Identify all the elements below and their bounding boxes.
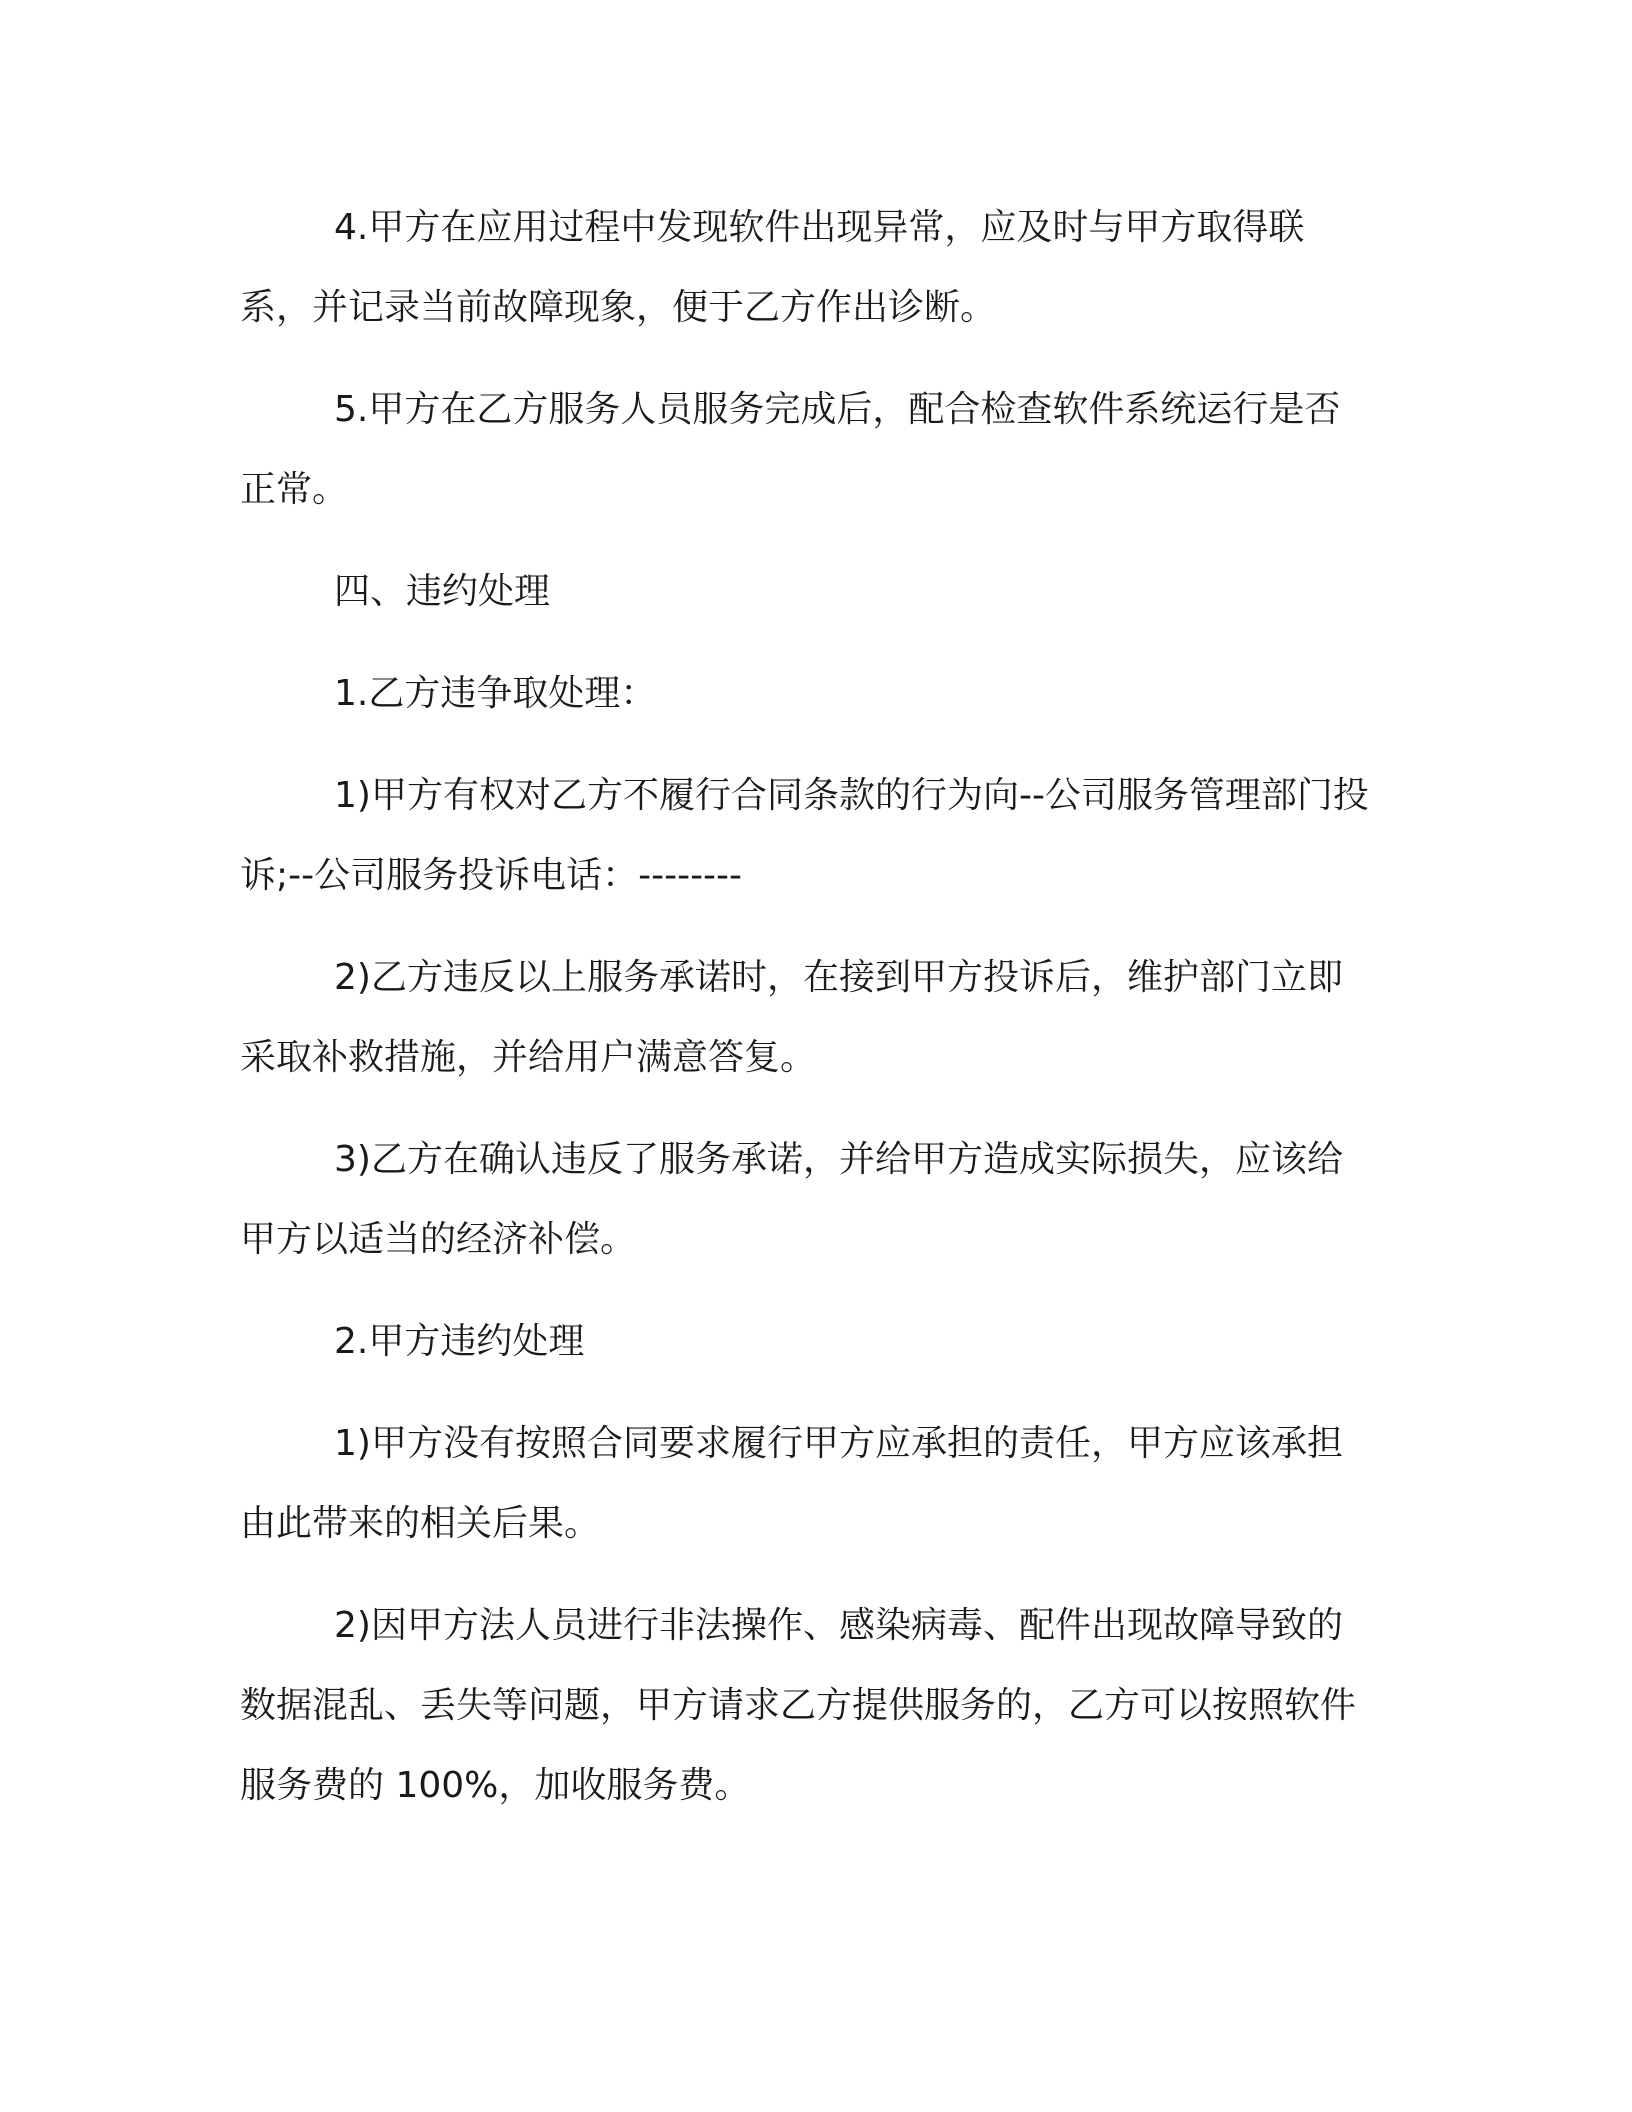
party-a-breach-item-2: 2)因甲方法人员进行非法操作、感染病毒、配件出现故障导致的数据混乱、丢失等问题，甲方请求乙方提供服务的，乙方可以按照软件服务费的 100%，加收服务费。 (240, 1605, 1357, 1806)
subsection-heading-party-a-breach: 2.甲方违约处理 (334, 1321, 585, 1362)
document-body (240, 188, 1375, 1848)
clause-4-customer-report-fault: 4.甲方在应用过程中发现软件出现异常，应及时与甲方取得联系，并记录当前故障现象，便于乙方作出诊断。 (240, 207, 1305, 328)
clause-5-customer-verify-system: 5.甲方在乙方服务人员服务完成后，配合检查软件系统运行是否正常。 (240, 389, 1341, 510)
party-a-breach-item-1: 1)甲方没有按照合同要求履行甲方应承担的责任，甲方应该承担由此带来的相关后果。 (240, 1423, 1343, 1544)
party-b-breach-item-3: 3)乙方在确认违反了服务承诺，并给甲方造成实际损失，应该给甲方以适当的经济补偿。 (240, 1139, 1343, 1260)
subsection-heading-party-b-breach: 1.乙方违争取处理： (334, 673, 657, 714)
party-b-breach-item-1: 1)甲方有权对乙方不履行合同条款的行为向--公司服务管理部门投诉;--公司服务投诉电话：-------- (240, 775, 1369, 896)
section-heading-breach-handling: 四、违约处理 (334, 571, 551, 612)
party-b-breach-item-2: 2)乙方违反以上服务承诺时，在接到甲方投诉后，维护部门立即采取补救措施，并给用户满意答复。 (240, 957, 1343, 1078)
